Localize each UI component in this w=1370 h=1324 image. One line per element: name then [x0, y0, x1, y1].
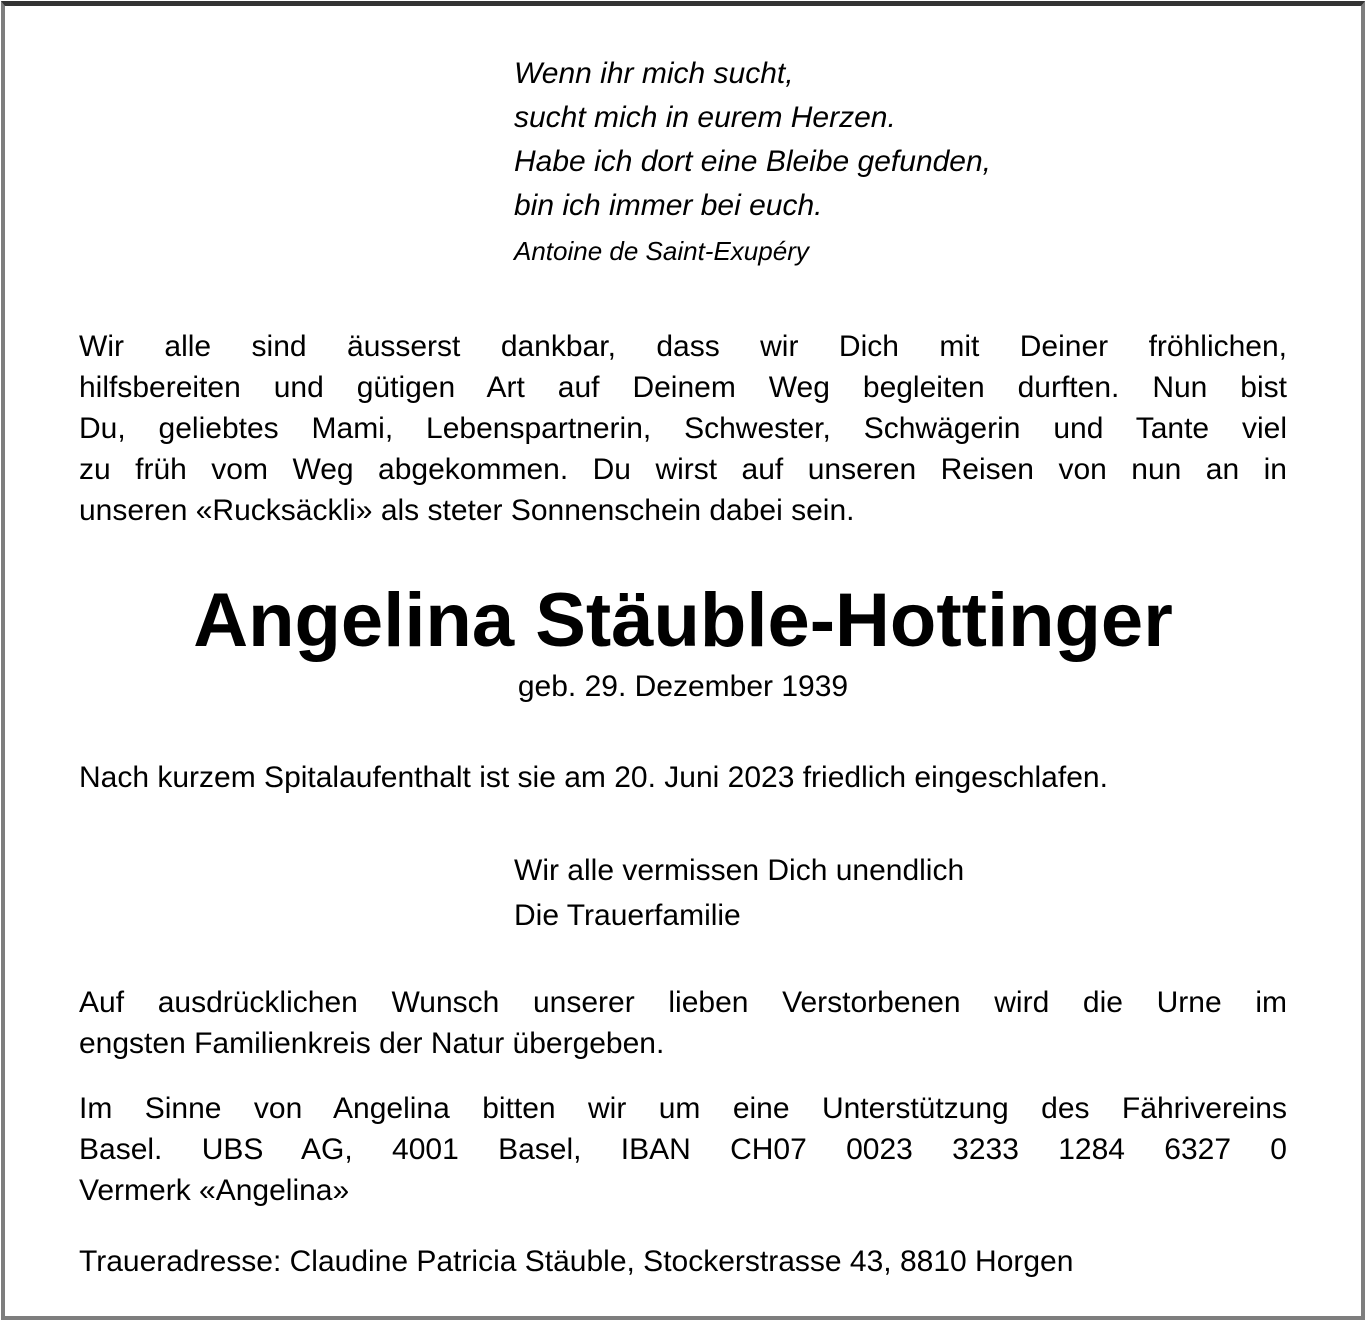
mourning-address: Traueradresse: Claudine Patricia Stäuble, Stockerstrasse 43, 8810 Horgen [79, 1245, 1074, 1278]
text-line: hilfsbereiten und gütigen Art auf Deinem Weg begleiten durften. Nun bist [79, 371, 1287, 404]
text-line: Die Trauerfamilie [514, 899, 741, 932]
text-line: Basel. UBS AG, 4001 Basel, IBAN CH07 0023 3233 1284 6327 0 [79, 1133, 1287, 1166]
urn-paragraph [79, 982, 1287, 1064]
notice-frame [1, 1, 1365, 1320]
poem-attribution: Antoine de Saint-Exupéry [514, 236, 809, 266]
death-notice: Nach kurzem Spitalaufenthalt ist sie am 20. Juni 2023 friedlich eingeschlafen. [79, 761, 1108, 794]
text-line: Auf ausdrücklichen Wunsch unserer lieben Verstorbenen wird die Urne im [79, 986, 1287, 1019]
text-line: Habe ich dort eine Bleibe gefunden, [514, 145, 992, 178]
text-line: Wir alle vermissen Dich unendlich [514, 854, 965, 887]
deceased-name: Angelina Stäuble-Hottinger [193, 578, 1173, 663]
donation-paragraph [79, 1088, 1287, 1211]
text-line: Wir alle sind äusserst dankbar, dass wir Dich mit Deiner fröhlichen, [79, 330, 1287, 363]
text-line: sucht mich in eurem Herzen. [514, 101, 896, 134]
birth-date: geb. 29. Dezember 1939 [517, 670, 849, 703]
text-line: engsten Familienkreis der Natur übergeben. [79, 1027, 665, 1060]
text-line: Wenn ihr mich sucht, [514, 57, 794, 90]
text-line: Du, geliebtes Mami, Lebenspartnerin, Schwester, Schwägerin und Tante viel [79, 412, 1287, 445]
text-line: Im Sinne von Angelina bitten wir um eine Unterstützung des Fährivereins [79, 1092, 1287, 1125]
text-line: unseren «Rucksäckli» als steter Sonnenschein dabei sein. [79, 494, 855, 527]
text-line: bin ich immer bei euch. [514, 189, 823, 222]
text-line: Vermerk «Angelina» [79, 1174, 350, 1207]
poem [514, 52, 1287, 228]
text-line: zu früh vom Weg abgekommen. Du wirst auf unseren Reisen von nun an in [79, 453, 1287, 486]
tribute-paragraph [79, 326, 1287, 531]
farewell-block [514, 848, 1287, 938]
